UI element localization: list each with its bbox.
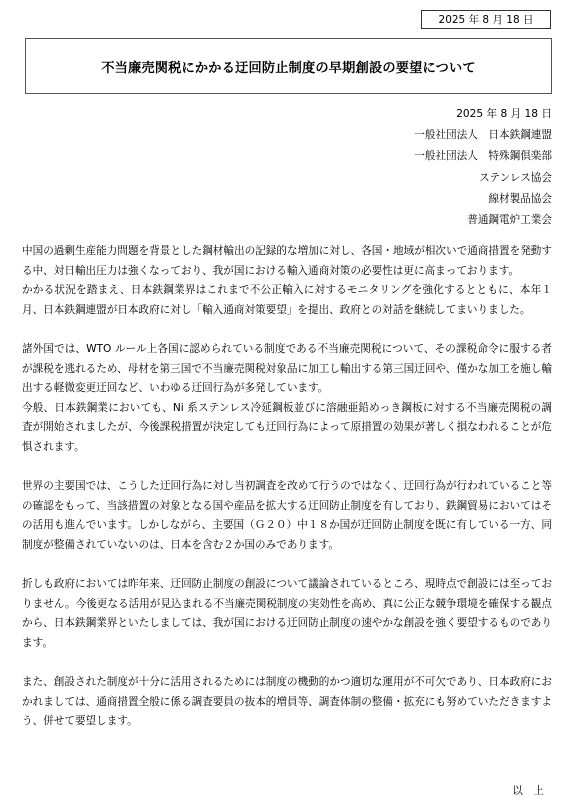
issuer-org: 普通鋼電炉工業会 — [467, 214, 552, 227]
header-date-box — [421, 10, 551, 29]
document-body — [22, 242, 552, 732]
issuer-org: 一般社団法人 日本鉄鋼連盟 — [414, 129, 552, 142]
header-date: 2025 年 8 月 18 日 — [438, 14, 534, 26]
body-paragraph: 折しも政府においては昨年来、迂回防止制度の創設について議論されているところ、現時点で創設には至っておりません。今後更なる活用が見込まれる不当廉売関税制度の実効性を高め、真に公正な競争環境を確保する観点から、日本鉄鋼業界といたしましては、我が国における迂回防止制度の速やかな創設を強く要望するものであります。 — [22, 578, 552, 649]
paragraph-gap — [22, 320, 552, 340]
body-paragraph: かかる状況を踏まえ、日本鉄鋼業界はこれまで不公正輸入に対するモニタリングを強化するとともに、本年１月、日本鉄鋼連盟が日本政府に対し「輸入通商対策要望」を提出、政府との対話を継続してまいりました。 — [22, 284, 552, 316]
body-paragraph: 世界の主要国では、こうした迂回行為に対し当初調査を改めて行うのではなく、迂回行為が行われていること等の確認をもって、当該措置の対象となる国や産品を拡大する迂回防止制度を有しており、鉄鋼貿易においてはその活用も進んでいます。しかしながら、主要国（Ｇ２０）中１８か国が迂回防止制度を既に有している一方、同制度が整備されていないのは、日本を含む２か国のみであります。 — [22, 480, 552, 551]
body-paragraph: 今般、日本鉄鋼業においても、Ni 系ステンレス冷延鋼板並びに溶融亜鉛めっき鋼板に対する不当廉売関税の調査が開始されましたが、今後課税措置が決定しても迂回行為によって原措置の効果が著しく損なわれることが危惧されます。 — [22, 401, 552, 453]
paragraph-gap — [22, 458, 552, 478]
document-title-box — [25, 38, 552, 94]
closing-mark: 以 上 — [512, 785, 544, 797]
document-title: 不当廉売関税にかかる迂回防止制度の早期創設の要望について — [101, 60, 476, 76]
body-paragraph: 中国の過剰生産能力問題を背景とした鋼材輸出の記録的な増加に対し、各国・地域が相次いで通商措置を発動する中、対日輸出圧力は強くなっており、我が国における輸入通商対策の必要性は更に高まっております。 — [22, 245, 552, 277]
body-paragraph: 諸外国では、WTO ルール上各国に認められている制度である不当廉売関税について、その課税命令に服する者が課税を逃れるため、母材を第三国で不当廉売関税対象品に加工し輸出する第三国迂回や、僅かな加工を施し輸出する軽微変更迂回など、いわゆる迂回行為が多発しています。 — [22, 342, 552, 395]
issue-date: 2025 年 8 月 18 日 — [456, 108, 552, 120]
paragraph-gap — [22, 653, 552, 673]
body-paragraph: また、創設された制度が十分に活用されるためには制度の機動的かつ適切な運用が不可欠であり、日本政府におかれましては、通商措置全般に係る調査要員の抜本的増員等、調査体制の整備・拡充にも努めていただきますよう、併せて要望します。 — [22, 676, 552, 728]
issuer-org: ステンレス協会 — [479, 171, 552, 184]
issuer-org: 一般社団法人 特殊鋼倶楽部 — [414, 150, 552, 163]
paragraph-gap — [22, 556, 552, 576]
issuer-block — [252, 104, 552, 231]
issuer-org: 線材製品協会 — [488, 192, 552, 205]
